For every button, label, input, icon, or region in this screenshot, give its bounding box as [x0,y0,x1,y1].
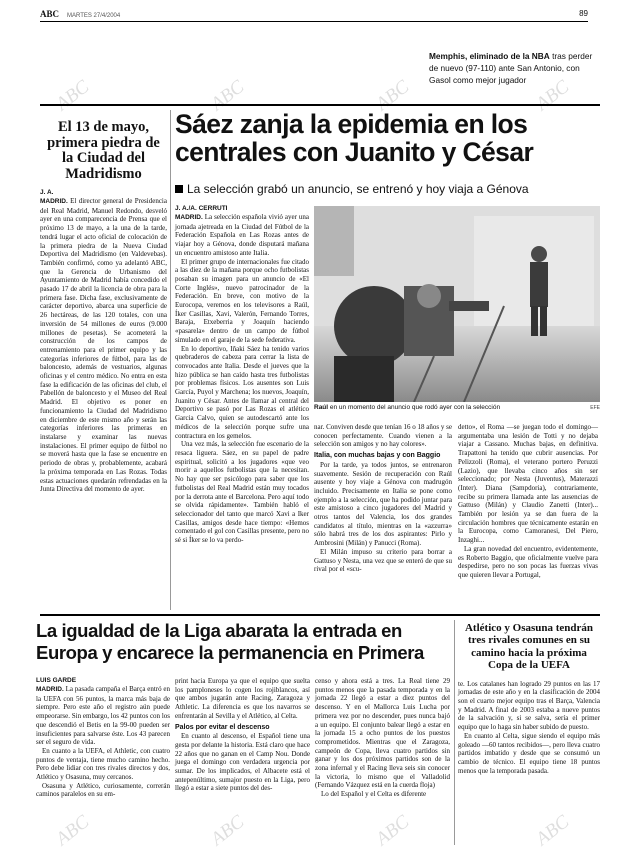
watermark-logo: ABC [52,76,94,115]
madrid-story-title: El 13 de mayo, primera piedra de la Ciudad del Madridismo [47,119,160,182]
atletico-paragraph: En cuanto al Celta, sigue siendo el equipo más goleado —60 tantos recibidos—, pero lleva cuatro partidos imbatido y desde que se consumó un cambio de técnico. El equipo tiene 18 puntos menos que la temporada pasada. [458,731,600,775]
liga-col3-paragraph: Lo del Español y el Celta es diferente [321,790,427,799]
main-byline: J. A./A. CERRUTI [175,205,228,212]
right-box-divider [454,620,455,845]
liga-location: MADRID. [36,686,64,693]
liga-col1-paragraph: Osasuna y Atlético, curiosamente, correrán caminos paralelos en su em- [36,781,170,799]
header-date: MARTES 27/4/2004 [66,13,121,19]
watermark-logo: ABC [207,811,249,850]
page-number: 89 [579,9,588,18]
sidebar-divider [170,110,171,610]
main-col1-paragraph: Una vez más, la selección fue escenario de la resaca liguera. Sáez, en su papel de padre espiritual, solicitó a los jugadores «que veo morir a aquellos futbolistas que la necesitan. No hay que ser psicólogo para saber que los futbolistas del Real Madrid están muy tocados por la derrota ante el Barcelona. Pero aquí todo se olvida rápidamente». También habló el seleccionador del tanto que marcó Xavi a Iker Casillas, amigos desde hace tiempo: «Hemos comentado el gol con Casillas presente, pero no sé si Íker se lo va perdo- [175,440,309,545]
photo-caption: en un momento del anuncio que rodó ayer con la selección [328,404,501,411]
main-col1-text: La selección española vivió ayer una jornada ajetreada en la Ciudad del Fútbol de la Federación Española en Las Rozas antes de viajar hoy a Génova, donde disputará mañana un encuentro amistoso ante Italia. [175,213,309,257]
abc-logo: ABC [40,9,60,19]
liga-col2-text: print hacia Europa ya que el equipo que suelta los pamploneses lo cogen los rojiblancos, así que ambos jugarán ante Racing, Zaragoza y Athletic. La diferencia es que los navarros se enfrentarán al Sevilla y el Atlético, al Celta. [175,677,310,720]
photo-image [314,206,600,402]
nba-teaser [429,50,597,86]
nba-teaser-bold: Memphis, eliminado de la NBA [429,51,550,61]
liga-col1-text: La pasada campaña el Barça entró en la UEFA con 56 puntos, la marca más baja de siempre. Pero este año el registro aún puede empeorarse. Sin embargo, los 42 puntos con los que descendió el Betis en la 99-00 pueden ser insuficientes para salvarse éste. Los 43 parecen ser el seguro de vida. [36,685,170,747]
watermark-logo: ABC [532,811,574,850]
watermark-logo: ABC [532,76,574,115]
watermark-logo: ABC [372,811,414,850]
main-col2-text: nar. Conviven desde que tenían 16 o 18 años y se conocen perfectamente. Cuando vienen a la selección son amigos y no hay colores». [314,423,452,449]
main-col2-paragraph: El Milán impuso su criterio para borrar a Gattuso y Nesta, una vez que se enteró de que su rival por el «scu- [314,547,452,574]
square-bullet-icon [175,185,183,193]
liga-headline: La igualdad de la Liga abarata la entrada en Europa y encarece la permanencia en Primera [36,620,424,663]
main-photo [314,206,600,402]
liga-col1-paragraph: En cuanto a la UEFA, el Athletic, con cuatro puntos de ventaja, tiene mucho camino hecho. Pero debe lidiar con tres rivales directos y dos, Atlético y Osasuna, muy cercanos. [36,746,170,782]
middle-section-rule [40,614,600,616]
watermark-logo: ABC [52,811,94,850]
main-headline: Sáez zanja la epidemia en los centrales con Juanito y César [175,109,534,167]
watermark-logo: ABC [372,76,414,115]
main-col2-subhead: Italia, con muchas bajas y con Baggio [314,452,441,460]
main-col1-paragraph: El primer grupo de internacionales fue citado a las diez de la mañana porque ocho futbolistas posaban su imagen para un anuncio de «El Corte Inglés», nuevo patrocinador de la Federación. En breve, con motivo de la Eurocopa, veremos en los televisores a Raúl, Íker Casillas, Xavi, Valerón, Fernando Torres, Baraja, Etxeberria y Joaquín haciendo «pasarela» dentro de un campo de fútbol simulado en el garaje de la sede federativa. [175,257,309,344]
header-rule [40,21,588,22]
madrid-story-location: MADRID. [40,198,68,205]
main-col1-paragraph: En lo deportivo, Iñaki Sáez ha tenido varios quebraderos de cabeza para cerrar la lista de convocados ante Italia. Desde el jueves que la hizo pública se han caído hasta tres futbolistas por problemas físicos. Los ausentes son Luis García, Puyol y Marchena; los nuevos, Joaquín, Juanito y César. Antes de llamar al central del Deportivo se pasó por Las Rozas el atlético Garcia Calvo, quien se autodescartó ante los médicos de la selección porque sufre una contractura en los gemelos. [175,344,309,440]
liga-col3-text: censo y ahora está a tres. La Real tiene 29 puntos menos que la pasada temporada y en la jornada 22 llegó a estar a diez puntos del descenso. Y en el Mallorca Luis Lucha por primera vez por no descender, pues nunca bajó a un equipo. El conjunto balear llegó a estar en la jornada 15 a ocho puntos de los puestos comprometidos. Mientras que el Zaragoza, campeón de Copa, lleva cuatro partidos sin ganar y los dos próximos partidos son de la zona infernal y el Racing lleva seis sin conocer la victoria, lo mismo que el Valladolid (Fernando Vázquez está en la cuerda floja) [315,677,450,790]
main-location: MADRID. [175,214,203,221]
liga-col2-subhead: Palos por evitar el descenso [175,723,270,731]
watermark-logo: ABC [207,76,249,115]
top-section-rule [40,104,600,106]
main-col3-paragraph: La gran novedad del encuentro, evidentemente, es Roberto Baggio, que oficialmente vuelve para despedirse, pero no son pocas las fuerzas vivas que quieren llevar a Portugal, [458,544,598,579]
atletico-text: te. Los catalanes han logrado 29 puntos en las 17 jornadas de este año y en la clasificación de 2004 son el cuarto mejor equipo tras el Barça, Valencia y Madrid. A final de 2003 estaba a nueve puntos de la salvación y, si se salva, sería el primer equipo que lo haga sin haber subido de puesto. [458,679,600,732]
nba-teaser-text: tras perder de nuevo (97-110) ante San Antonio, con Gasol como mejor jugador [429,51,593,85]
liga-col2-paragraph: En cuanto al descenso, el Español tiene una gesta por delante la historia. Está claro que hace 22 años que no ganan en el Camp Nou. Donde juega el domingo con verdadera urgencia por sumar. De los implicados, el Albacete está el antepenúltimo, sumajor puesto en la Liga, pero llegó a estar a siete puntos del des- [175,732,310,793]
main-subhead: La selección grabó un anuncio, se entrenó y hoy viaja a Génova [187,182,529,196]
photo-credit: EFE [590,405,600,411]
madrid-story-byline: J. A. [40,189,54,196]
main-col3-text: detto», el Roma —se juegan todo el domingo— argumentaba una lesión de Totti y no dejaba viajar a Cassano. Muchas bajas, en definitiva. Trapattoni ha tenido que cubrir ausencias. Por Pelizzoli (Roma), el veterano portero Peruzzi (Lazio), que llevaba cinco años sin ser seleccionado; por Nesta (Juventus), Materazzi (Inter). Diana (Sampdoria), contrariamente, recibe su primera llamada ante las ausencias de Gattuso (Milán) y Claudio Zanetti (Inter)... También por lesión ya se dan fuera de la circulación hombres que técnicamente estarán en la Eurocopa, como Camoranesi, Del Piero, Inzaghi... [458,423,598,545]
photo-caption-bold: Raúl [314,404,329,411]
main-col2-paragraph: Por la tarde, ya todos juntos, se entrenaron suavemente. Sesión de recuperación con Raúl ausente y hoy viaje a Génova con madrugón incluido. Precisamente en Italia se pone como ejemplo a la selección, que ha podido juntar para este amistoso a cinco jugadores del Madrid y otros tantos del Valencia, los dos grandes candidatos al título, mientras en la «azzurra» sólo habrá tres de los dos aspirantes: Pirlo y Ambrosini (Milán) y Panucci (Roma). [314,460,452,548]
madrid-story-body: El director general de Presidencia del Real Madrid, Manuel Redondo, desveló ayer en una comparecencia de Prensa que el próximo 13 de mayo, a la una de la tarde, tendrá lugar el acto oficial de colocación de la primera piedra de la Nueva Ciudad Deportiva del Madridismo (en Valdevebas). También confirmó, como ya adelantó ABC, que la Gerencia de Urbanismo del Ayuntamiento de Madrid había concedido el pasado 17 de abril la licencia de obra para la primera fase. Dicha fase, exclusivamente de carácter deportivo, abarca una superficie de 26 hectáreas, de las 120 totales, con una inversión de 54 millones de euros (9.000 millones de pesetas). Se acometerá la construcción de los campos de entrenamiento para el primer equipo y las categorías inferiores de fútbol, para las de baloncesto, además de vestuarios, algunas oficinas y el centro médico. No entra en esta fase la edificación de las oficinas del club, el Pabellón de baloncesto y el Museo del Real Madrid. El objetivo es poner en funcionamiento la Ciudad del Madridismo en diciembre de este mismo año y serán las categorías inferiores las primeras en instalarse y examinar las nuevas instalaciones. El primer equipo de fútbol no se moverá hasta que la fase se encuentre en periodo de obras y, probablemente, acabará la próxima temporada en Las Rozas. Todas estas actuaciones quedarán refrendadas en la Junta Directiva del momento de ayer. [40,197,167,494]
atletico-headline: Atlético y Osasuna tendrán tres rivales comunes en su camino hacia la próxima Copa de la UEFA [464,622,594,672]
liga-byline: LUIS GARDE [36,677,77,684]
